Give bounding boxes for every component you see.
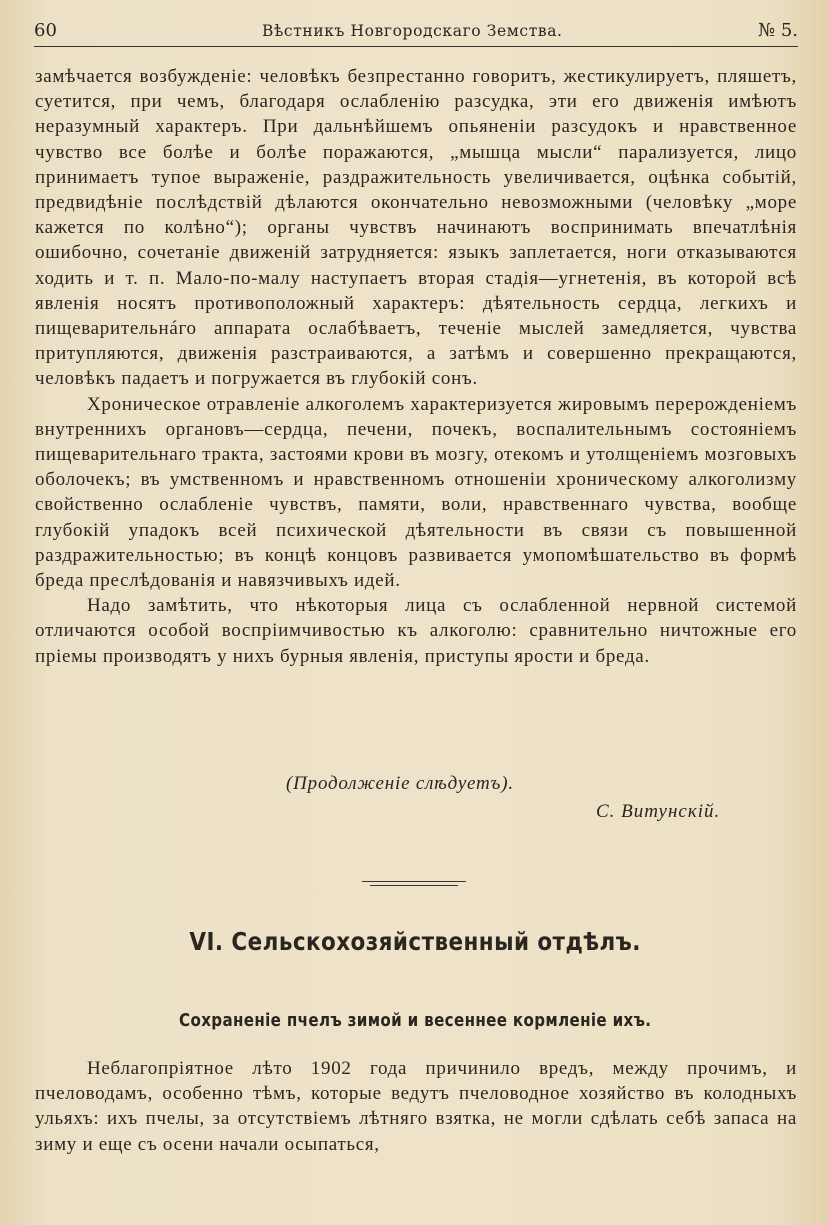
page-number: 60 xyxy=(34,20,57,41)
section-divider xyxy=(362,881,466,887)
section-title: VI. Сельскохозяйственный отдѣлъ. xyxy=(189,927,641,956)
article-paragraph: Хроническое отравленіе алкоголемъ характеризуется жировымъ перерожденіемъ внутреннихъ органовъ—сердца, печени, почекъ, воспалительнымъ состояніемъ пищеварительнаго тракта, застоями крови въ мозгу, отекомъ и утолщеніемъ мозговыхъ оболочекъ; въ умственномъ и нравственномъ отношеніи хроническому алкоголизму свойственно ослабленіе чувствъ, памяти, воли, нравственнаго чувства, вообще глубокій упадокъ всей психической дѣятельности въ связи съ повышенной раздражительностью; въ концѣ концовъ развивается умопомѣшательство въ формѣ бреда преслѣдованія и навязчивыхъ идей. xyxy=(35,393,797,592)
article-body xyxy=(35,64,797,669)
article-paragraph: замѣчается возбужденіе: человѣкъ безпрестанно говоритъ, жестикулируетъ, пляшетъ, суетится, при чемъ, благодаря ослабленію разсудка, эти его движенія имѣютъ неразумный характеръ. При дальнѣйшемъ опьяненіи разсудокъ и нравственное чувство все болѣе и болѣе поражаются, „мышца мысли“ парализуется, лицо принимаетъ тупое выраженіе, раздражительность увеличивается, оцѣнка событій, предвидѣніе послѣдствій дѣлаются окончательно невозможными (человѣку „море кажется по колѣно“); органы чувствъ начинаютъ воспринимать впечатлѣнія ошибочно, сочетаніе движеній затрудняется: языкъ заплетается, ноги отказываются ходить и т. п. Мало-по-малу наступаетъ вторая стадія—угнетенія, въ которой всѣ явленія носятъ противоположный характеръ: дѣятельность сердца, легкихъ и пищеварительнáго аппарата ослабѣваетъ, теченіе мыслей замедляется, чувства притупляются, движенія разстраиваются, а затѣмъ и совершенно прекращаются, человѣкъ падаетъ и погружается въ глубокій сонъ. xyxy=(35,66,797,390)
section-paragraph: Неблагопріятное лѣто 1902 года причинило вредъ, между прочимъ, и пчеловодамъ, особенно тѣмъ, которые ведутъ пчеловодное хозяйство въ колодныхъ ульяхъ: ихъ пчелы, за отсутствіемъ лѣтняго взятка, не могли сдѣлать себѣ запаса на зиму и еще съ осени начали осыпаться, xyxy=(35,1058,797,1155)
continuation-note: (Продолженіе слѣдуетъ). xyxy=(286,773,514,794)
running-header xyxy=(34,20,798,48)
issue-number: № 5. xyxy=(758,20,798,41)
subsection-title: Сохраненіе пчелъ зимой и весеннее кормленіе ихъ. xyxy=(179,1010,652,1031)
journal-title: Вѣстникъ Новгородскаго Земства. xyxy=(262,22,563,40)
author-signature: С. Витунскій. xyxy=(596,801,721,822)
section-body xyxy=(35,1056,797,1157)
header-rule xyxy=(34,46,798,47)
article-paragraph: Надо замѣтить, что нѣкоторыя лица съ ослабленной нервной системой отличаются особой воспріимчивостью къ алкоголю: сравнительно ничтожные его пріемы производятъ у нихъ бурныя явленія, приступы ярости и бреда. xyxy=(35,595,797,667)
